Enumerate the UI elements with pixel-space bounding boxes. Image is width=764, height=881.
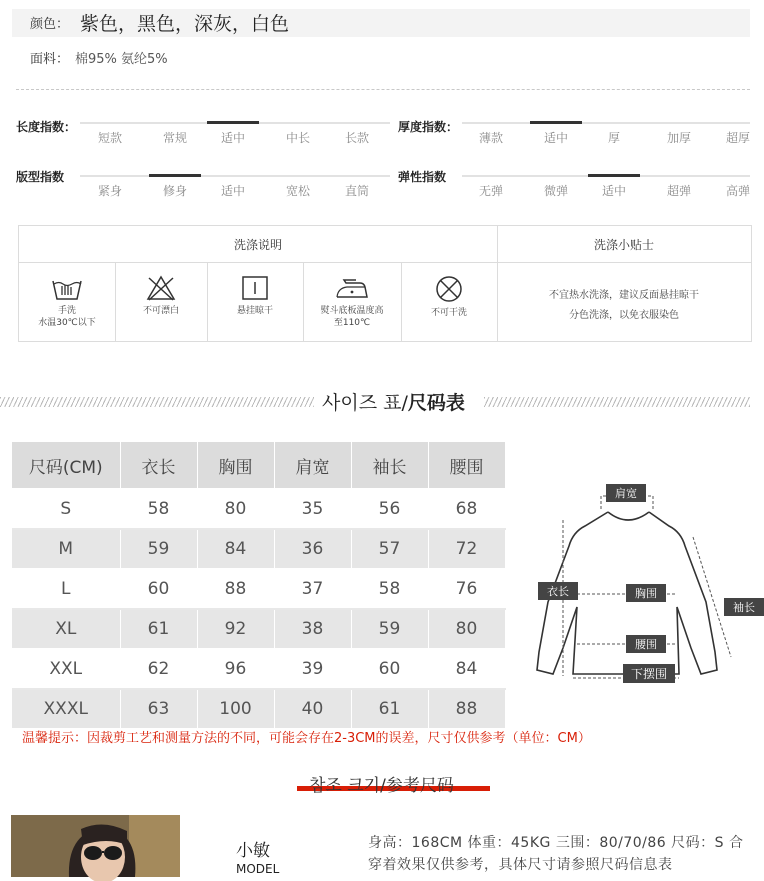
table-cell: 84 <box>197 529 274 569</box>
hatch-divider-right <box>484 397 750 407</box>
diagram-label-waist: 腰围 <box>635 638 657 651</box>
model-name: 小敏 <box>236 841 270 861</box>
table-cell: XL <box>12 609 120 649</box>
size-section-title: 사이즈 표/尺码表 <box>322 392 465 414</box>
washing-tip: 不宜热水洗涤，建议反面悬挂晾干 <box>549 290 699 301</box>
model-photo-illustration <box>11 815 180 877</box>
length-option: 长款 <box>344 131 369 145</box>
wash-item-sublabel: 至110℃ <box>333 318 371 328</box>
wash-item-label: 不可干洗 <box>430 308 467 318</box>
wash-item-dryclean <box>401 264 497 339</box>
table-cell: 37 <box>274 569 351 609</box>
thickness-index-track <box>462 122 750 124</box>
elasticity-option: 高弹 <box>725 184 750 198</box>
table-cell: 72 <box>428 529 505 569</box>
garment-measurement-diagram <box>503 442 755 717</box>
elasticity-index-marker <box>588 174 640 177</box>
hang-dry-icon <box>241 275 269 301</box>
fit-option: 宽松 <box>285 184 310 198</box>
table-cell: 76 <box>428 569 505 609</box>
table-cell: 96 <box>197 649 274 689</box>
model-note: 穿着效果仅供参考，具体尺寸请参照尺码信息表 <box>368 857 673 873</box>
iron-icon <box>334 275 370 301</box>
color-label: 颜色： <box>30 17 70 32</box>
elasticity-option: 适中 <box>601 184 626 198</box>
fit-index-marker <box>149 174 201 177</box>
size-warning: 温馨提示：因裁剪工艺和测量方法的不同，可能会存在2-3CM的误差，尺寸仅供参考（单位：CM） <box>22 731 591 746</box>
table-cell: 60 <box>351 649 428 689</box>
table-cell: 40 <box>274 689 351 729</box>
diagram-label-sleeve: 袖长 <box>733 601 755 614</box>
table-cell: L <box>12 569 120 609</box>
table-cell: 63 <box>120 689 197 729</box>
table-cell: 39 <box>274 649 351 689</box>
table-cell: 84 <box>428 649 505 689</box>
table-cell: S <box>12 489 120 529</box>
table-cell: 61 <box>120 609 197 649</box>
table-cell: 88 <box>428 689 505 729</box>
fabric-label: 面料： <box>30 52 70 67</box>
table-cell: 60 <box>120 569 197 609</box>
thickness-option: 超厚 <box>725 131 750 145</box>
no-bleach-icon <box>146 275 176 301</box>
wash-item-hand <box>19 264 115 339</box>
thickness-index-label: 厚度指数： <box>398 120 459 134</box>
table-row <box>12 689 505 729</box>
wash-item-iron <box>303 264 401 339</box>
wash-item-bleach <box>115 264 207 339</box>
wash-item-label: 不可漂白 <box>142 306 179 316</box>
model-photo <box>11 815 180 877</box>
length-option: 短款 <box>97 131 122 145</box>
wash-item-sublabel: 水温30℃以下 <box>38 318 96 328</box>
length-index-label: 长度指数： <box>16 120 77 134</box>
thickness-option: 适中 <box>543 131 568 145</box>
table-cell: 38 <box>274 609 351 649</box>
col-header: 肩宽 <box>274 442 351 489</box>
washing-tips-header: 洗涤小贴士 <box>593 238 654 252</box>
table-cell: 80 <box>428 609 505 649</box>
diagram-label-chest: 胸围 <box>635 587 657 600</box>
size-table <box>12 442 506 730</box>
col-header: 袖长 <box>351 442 428 489</box>
size-table-header <box>12 442 505 489</box>
col-header: 尺码(CM) <box>12 442 120 489</box>
length-option: 适中 <box>220 131 245 145</box>
table-cell: 88 <box>197 569 274 609</box>
table-cell: 35 <box>274 489 351 529</box>
washing-table <box>18 225 752 342</box>
fit-option: 适中 <box>220 184 245 198</box>
thickness-option: 加厚 <box>666 131 691 145</box>
wash-item-dry <box>207 264 303 339</box>
hatch-divider-left <box>0 397 314 407</box>
table-cell: 59 <box>351 609 428 649</box>
table-cell: XXL <box>12 649 120 689</box>
wash-item-label: 悬挂晾干 <box>236 306 273 316</box>
table-row <box>12 609 505 649</box>
table-cell: 61 <box>351 689 428 729</box>
table-row <box>12 649 505 689</box>
table-row <box>12 489 505 529</box>
no-dry-clean-icon <box>434 275 464 303</box>
diagram-label-hem: 下摆围 <box>630 667 668 681</box>
fit-option: 直筒 <box>344 184 369 198</box>
divider <box>16 89 750 90</box>
length-option: 常规 <box>162 131 187 145</box>
table-cell: 92 <box>197 609 274 649</box>
reference-title: 참조 크기/参考尺码 <box>309 776 454 796</box>
fit-option: 修身 <box>162 184 187 198</box>
table-cell: 58 <box>120 489 197 529</box>
table-cell: 100 <box>197 689 274 729</box>
thickness-option: 厚 <box>607 131 620 145</box>
fabric-value: 棉95% 氨纶5% <box>75 52 168 67</box>
table-cell: 56 <box>351 489 428 529</box>
washing-tip: 分色洗涤，以免衣服染色 <box>569 310 679 321</box>
washing-tips <box>497 286 751 326</box>
table-cell: 68 <box>428 489 505 529</box>
wash-item-label: 手洗 <box>57 306 76 316</box>
elasticity-option: 微弹 <box>543 184 568 198</box>
table-cell: 57 <box>351 529 428 569</box>
table-row <box>12 569 505 609</box>
table-cell: 59 <box>120 529 197 569</box>
elasticity-index-label: 弹性指数 <box>398 170 447 184</box>
model-subtitle: MODEL <box>236 862 280 876</box>
fit-option: 紧身 <box>97 184 122 198</box>
color-value: 紫色，黑色，深灰，白色 <box>80 13 290 35</box>
table-row <box>12 529 505 569</box>
fit-index-track <box>80 175 390 177</box>
thickness-index-marker <box>530 121 582 124</box>
length-option: 中长 <box>285 131 310 145</box>
table-cell: 80 <box>197 489 274 529</box>
thickness-option: 薄款 <box>478 131 503 145</box>
hand-wash-icon <box>50 275 84 301</box>
washing-header: 洗涤说明 <box>233 238 282 252</box>
elasticity-option: 超弹 <box>666 184 691 198</box>
table-cell: M <box>12 529 120 569</box>
table-cell: 58 <box>351 569 428 609</box>
model-measurements: 身高：168CM 体重：45KG 三围：80/70/86 尺码：S 合 <box>368 835 744 851</box>
diagram-label-shoulder: 肩宽 <box>615 487 637 500</box>
diagram-label-length: 衣长 <box>547 585 569 598</box>
table-cell: 36 <box>274 529 351 569</box>
table-cell: XXXL <box>12 689 120 729</box>
col-header: 腰围 <box>428 442 505 489</box>
fit-index-label: 版型指数 <box>16 170 65 184</box>
col-header: 衣长 <box>120 442 197 489</box>
wash-item-label: 熨斗底板温度高 <box>320 306 384 316</box>
elasticity-option: 无弹 <box>478 184 503 198</box>
col-header: 胸围 <box>197 442 274 489</box>
table-cell: 62 <box>120 649 197 689</box>
length-index-marker <box>207 121 259 124</box>
